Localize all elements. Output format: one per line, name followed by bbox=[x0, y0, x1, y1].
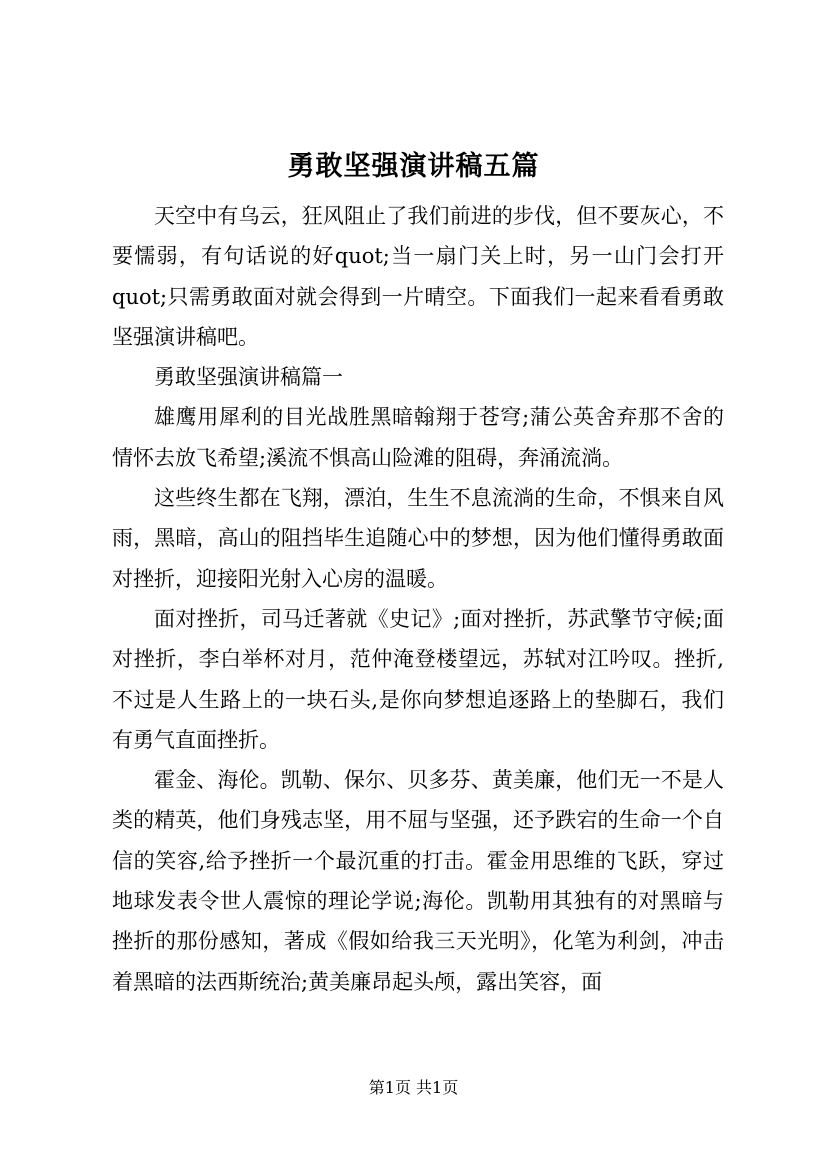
page-footer: 第1页 共1页 bbox=[368, 1078, 459, 1097]
document-title: 勇敢坚强演讲稿五篇 bbox=[287, 151, 540, 182]
paragraph: 雄鹰用犀利的目光战胜黑暗翰翔于苍穹;蒲公英舍弃那不舍的情怀去放飞希望;溪流不惧高山险滩的阻碍，奔涌流淌。 bbox=[112, 405, 724, 470]
paragraph-intro: 天空中有乌云，狂风阻止了我们前进的步伐，但不要灰心，不要懦弱，有句话说的好quot;当一扇门关上时，另一山门会打开quot;只需勇敢面对就会得到一片晴空。下面我们一起来看看勇敢坚强演讲稿吧。 bbox=[112, 204, 724, 349]
document-body bbox=[112, 196, 724, 1002]
paragraph: 这些终生都在飞翔，漂泊，生生不息流淌的生命，不惧来自风雨，黑暗，高山的阻挡毕生追随心中的梦想，因为他们懂得勇敢面对挫折，迎接阳光射入心房的温暖。 bbox=[112, 486, 724, 591]
paragraph: 霍金、海伦。凯勒、保尔、贝多芬、黄美廉，他们无一不是人类的精英，他们身残志坚，用不屈与坚强，还予跌宕的生命一个自信的笑容,给予挫折一个最沉重的打击。霍金用思维的飞跃，穿过地球发表令世人震惊的理论学说;海伦。凯勒用其独有的对黑暗与挫折的那份感知，著成《假如给我三天光明》，化笔为利剑，冲击着黑暗的法西斯统治;黄美廉昂起头颅，露出笑容，面 bbox=[112, 768, 724, 994]
section-heading: 勇敢坚强演讲稿篇一 bbox=[154, 365, 343, 390]
paragraph: 面对挫折，司马迁著就《史记》;面对挫折，苏武擎节守候;面对挫折，李白举杯对月，范仲淹登楼望远，苏轼对江吟叹。挫折,不过是人生路上的一块石头,是你向梦想追逐路上的垫脚石，我们有勇气直面挫折。 bbox=[112, 606, 724, 752]
